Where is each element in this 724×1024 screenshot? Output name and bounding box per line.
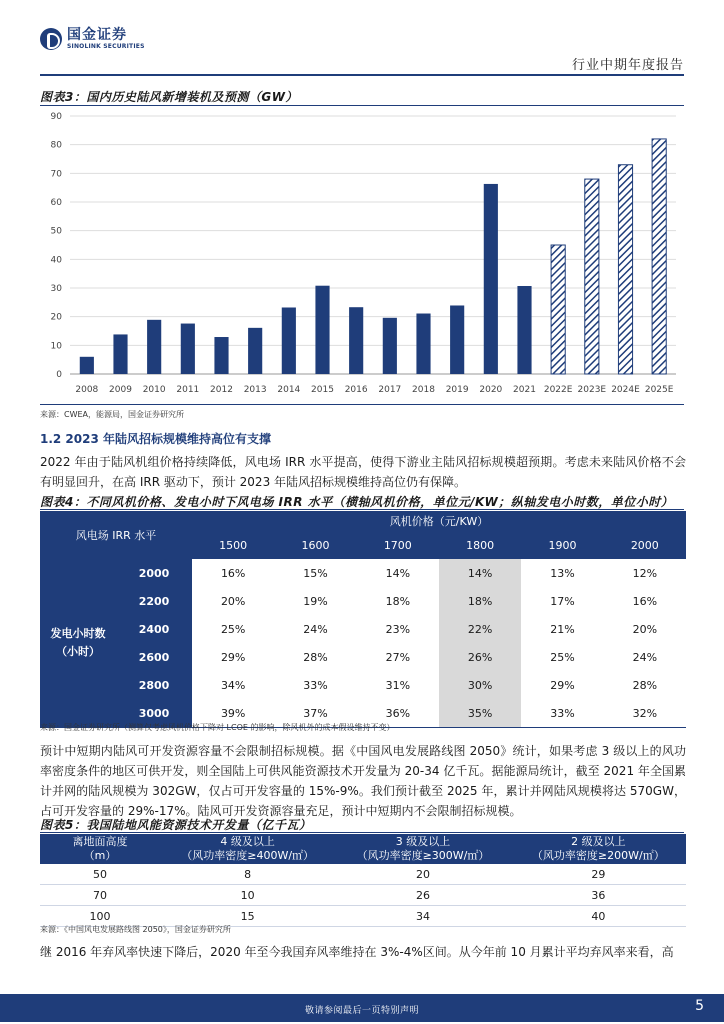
y-tick-label: 60 [50,198,62,208]
figure4-top-rule [40,509,684,510]
irr-cell: 37% [274,699,356,728]
col-header-height: 离地面高度 （m） [40,834,160,864]
irr-cell: 31% [385,678,411,692]
table-row [40,643,686,671]
irr-cell: 27% [385,650,411,664]
price-col-header: 1900 [521,531,603,559]
history-bar [248,328,262,374]
x-tick-label: 2014 [277,385,301,395]
logo-cn-text: 国金证券 [67,27,127,43]
forecast-bar [618,165,632,374]
history-bar [517,286,531,374]
table-cell: 15 [160,906,335,927]
x-tick-label: 2012 [210,385,233,395]
x-tick-label: 2010 [142,385,166,395]
irr-cell: 29% [550,678,575,692]
history-bar [383,318,397,374]
history-bar [147,320,161,374]
table-cell: 8 [160,864,335,885]
figure5-source: 来源：《中国风电发展路线图 2050》，国金证券研究所 [40,925,231,934]
paragraph-resources: 预计中短期内陆风可开发资源容量不会限制招标规模。据《中国风电发展路线图 2050》统计，如果考虑 3 级以上的风功率密度条件的地区可供开发，则全国陆上可供风能资源技术开发量为 20-34 亿千瓦。据能源局统计，截至 2021 年全国累计并网的陆风规模为 302GW，仅占可开发容量的 15%-9%。我们预计截至 2025 年，累计并网陆风规模将达 570GW，占可开发容量的 29%-17%。陆风可开发资源容量充足，预计中短期内不会限制招标规模。 [40,744,686,818]
x-tick-label: 2018 [412,385,435,395]
forecast-bar [585,179,599,374]
irr-cell: 24% [303,622,328,636]
irr-cell: 15% [303,566,328,580]
x-tick-label: 2011 [176,385,200,395]
irr-cell: 35% [439,699,521,728]
x-tick-label: 2019 [445,385,469,395]
irr-cell: 33% [521,699,603,728]
col-header-class2: 2 级及以上 （风功率密度≥200W/㎡） [511,834,686,864]
wind-resource-table [40,834,686,927]
irr-cell: 18% [385,594,411,608]
history-bar [80,357,94,374]
table-cell: 70 [40,885,160,906]
y-tick-label: 30 [50,284,62,294]
y-tick-label: 50 [50,226,62,237]
irr-cell: 13% [550,566,575,580]
irr-matrix-table [40,511,686,728]
irr-cell: 36% [357,699,439,728]
x-tick-label: 2016 [344,385,368,395]
table-cell: 36 [511,885,686,906]
irr-cell: 28% [632,678,658,692]
forecast-bar [551,245,565,374]
figure4-title: 图表4：不同风机价格、发电小时下风电场 IRR 水平（横轴风机价格，单位元/KW；纵轴发电小时数，单位小时） [40,495,674,509]
irr-corner-label: 风电场 IRR 水平 [40,511,192,559]
irr-cell: 17% [550,594,575,608]
x-tick-label: 2017 [378,385,402,395]
installation-bar-chart [40,108,686,402]
table-row [40,864,686,885]
col-header-class3: 3 级及以上 （风功率密度≥300W/㎡） [335,834,510,864]
x-tick-label: 2025E [644,385,674,395]
hours-row-header: 2800 [116,671,192,699]
x-tick-label: 2008 [75,385,99,395]
x-tick-label: 2021 [513,385,536,395]
table-cell: 100 [40,906,160,927]
history-bar [416,314,430,374]
irr-cell: 22% [439,615,521,643]
irr-cell: 16% [632,594,658,608]
y-tick-label: 90 [50,112,62,122]
irr-cell: 34% [220,678,246,692]
irr-cell: 14% [385,566,411,580]
figure3-top-rule [40,105,684,106]
history-bar [113,334,127,374]
x-tick-label: 2020 [479,385,503,395]
price-col-header: 1800 [439,531,521,559]
history-bar [282,307,296,374]
table-row [40,885,686,906]
irr-cell: 30% [439,671,521,699]
figure3-bottom-rule [40,404,684,405]
table-cell: 26 [335,885,510,906]
table-cell: 20 [335,864,510,885]
logo-mark-icon [40,28,62,50]
table-row [40,559,686,587]
irr-cell: 39% [192,699,274,728]
history-bar [349,307,363,374]
figure4-source: 来源：国金证券研究所（测算仅考虑风机价格下降对 LCOE 的影响，除风机外的成本假设维持不变） [40,723,395,732]
irr-cell: 19% [303,594,328,608]
price-col-header: 1500 [192,531,274,559]
irr-cell: 26% [439,643,521,671]
page-number: 5 [695,998,704,1014]
table-row [40,587,686,615]
hours-row-header: 2200 [116,587,192,615]
irr-cell: 29% [220,650,246,664]
x-tick-label: 2022E [543,385,573,395]
hours-group-label: 发电小时数（小时） [40,559,116,728]
y-tick-label: 10 [50,341,62,352]
figure5-top-rule [40,832,684,833]
hours-row-header: 2600 [116,643,192,671]
footer-disclaimer: 敬请参阅最后一页特别声明 [304,1006,419,1016]
history-bar [450,305,464,374]
table-row [40,615,686,643]
irr-cell: 14% [439,559,521,587]
price-col-header: 2000 [604,531,686,559]
irr-cell: 25% [550,650,575,664]
logo-en-text: SINOLINK SECURITIES [67,43,145,50]
company-logo [40,28,145,50]
price-col-header: 1600 [274,531,356,559]
forecast-bar [652,139,666,374]
col-header-class4: 4 级及以上 （风功率密度≥400W/㎡） [160,834,335,864]
hours-row-header: 2000 [116,559,192,587]
history-bar [484,184,498,374]
irr-cell: 20% [632,622,658,636]
table-row [40,671,686,699]
irr-cell: 25% [220,622,246,636]
irr-cell: 20% [220,594,246,608]
y-tick-label: 70 [50,169,62,180]
irr-cell: 28% [303,650,328,664]
hours-row-header: 2400 [116,615,192,643]
history-bar [181,324,195,374]
table-cell: 34 [335,906,510,927]
irr-cell: 32% [604,699,686,728]
table-cell: 29 [511,864,686,885]
irr-cell: 16% [220,566,246,580]
irr-cell: 33% [303,678,328,692]
table-cell: 40 [511,906,686,927]
irr-cell: 18% [439,587,521,615]
y-tick-label: 40 [50,255,62,266]
figure5-title: 图表5：我国陆地风能资源技术开发量（亿千瓦） [40,818,312,832]
hours-row-header: 3000 [116,699,192,728]
x-tick-label: 2009 [109,385,132,395]
x-tick-label: 2013 [243,385,267,395]
irr-cell: 21% [550,622,575,636]
y-tick-label: 80 [50,140,62,151]
y-tick-label: 0 [56,370,62,380]
y-tick-label: 20 [50,312,62,323]
irr-cell: 24% [632,650,658,664]
figure3-source: 来源：CWEA，能源局，国金证券研究所 [40,410,185,419]
history-bar [214,337,228,374]
section-heading: 1.2 2023 年陆风招标规模维持高位有支撑 [40,432,272,446]
irr-cell: 12% [632,566,658,580]
paragraph-irr: 2022 年由于陆风机组价格持续降低，风电场 IRR 水平提高，使得下游业主陆风招标规模超预期。考虑未来陆风价格不会有明显回升，在高 IRR 驱动下，预计 2023 年陆风招标规模维持高位仍有保障。 [40,455,686,489]
x-tick-label: 2023E [577,385,607,395]
paragraph-curtailment: 继 2016 年弃风率快速下降后，2020 年至今我国弃风率维持在 3%-4%区间。从今年前 10 月累计平均弃风率来看，高 [40,945,674,959]
irr-cell: 23% [385,622,411,636]
report-type: 行业中期年度报告 [571,58,684,73]
x-tick-label: 2015 [311,385,334,395]
x-tick-label: 2024E [611,385,640,395]
price-header: 风机价格（元/KW） [192,511,686,531]
figure3-title: 图表3：国内历史陆风新增装机及预测（GW） [40,90,298,104]
table-cell: 10 [160,885,335,906]
table-cell: 50 [40,864,160,885]
history-bar [315,286,329,374]
header-divider [40,74,684,76]
price-col-header: 1700 [357,531,439,559]
